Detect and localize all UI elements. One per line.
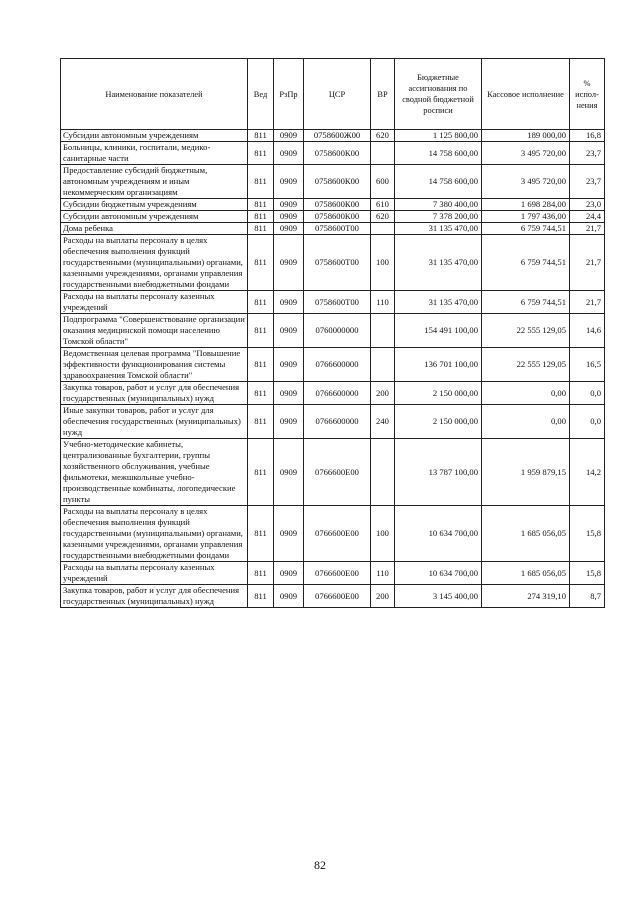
cell-rzpr: 0909 [274, 130, 304, 142]
cell-csr: 0758600К00 [304, 199, 371, 211]
cell-cash: 6 759 744,51 [482, 291, 570, 314]
cell-csr: 0766600000 [304, 405, 371, 439]
cell-rzpr: 0909 [274, 585, 304, 608]
cell-name: Предоставление субсидий бюджетным, автономным учреждениям и иным некоммерческим организациям [61, 165, 248, 199]
cell-percent: 15,8 [570, 506, 605, 562]
cell-name: Субсидии автономным учреждениям [61, 130, 248, 142]
cell-name: Иные закупки товаров, работ и услуг для обеспечения государственных (муниципальных) нужд [61, 405, 248, 439]
page-number: 82 [314, 858, 326, 872]
cell-cash: 22 555 129,05 [482, 348, 570, 382]
table-row [61, 291, 605, 314]
table-row [61, 211, 605, 223]
cell-rzpr: 0909 [274, 382, 304, 405]
header-vr: ВР [371, 59, 395, 130]
cell-percent: 21,7 [570, 291, 605, 314]
cell-name: Больницы, клиники, госпитали, медико-санитарные части [61, 142, 248, 165]
cell-rzpr: 0909 [274, 562, 304, 585]
cell-name: Расходы на выплаты персоналу в целях обеспечения выполнения функций государственными (муниципальными) органами, казенными учреждениями, органами управления государственными внебюджетными фондами [61, 506, 248, 562]
cell-ved: 811 [248, 439, 274, 506]
cell-cash: 3 495 720,00 [482, 142, 570, 165]
cell-percent: 21,7 [570, 235, 605, 291]
cell-name: Расходы на выплаты персоналу в целях обеспечения выполнения функций государственными (муниципальными) органами, казенными учреждениями, органами управления государственными внебюджетными фондами [61, 235, 248, 291]
cell-ved: 811 [248, 506, 274, 562]
cell-budget: 13 787 100,00 [395, 439, 482, 506]
header-rzpr: РзПр [274, 59, 304, 130]
table-row [61, 506, 605, 562]
cell-ved: 811 [248, 130, 274, 142]
cell-budget: 31 135 470,00 [395, 223, 482, 235]
cell-percent: 24,4 [570, 211, 605, 223]
cell-budget: 10 634 700,00 [395, 562, 482, 585]
cell-cash: 189 000,00 [482, 130, 570, 142]
cell-rzpr: 0909 [274, 211, 304, 223]
cell-budget: 14 758 600,00 [395, 142, 482, 165]
cell-budget: 14 758 600,00 [395, 165, 482, 199]
cell-percent: 23,0 [570, 199, 605, 211]
cell-ved: 811 [248, 585, 274, 608]
cell-name: Субсидии бюджетным учреждениям [61, 199, 248, 211]
cell-csr: 0758600Т00 [304, 223, 371, 235]
header-csr: ЦСР [304, 59, 371, 130]
cell-budget: 1 125 800,00 [395, 130, 482, 142]
cell-vr: 100 [371, 506, 395, 562]
cell-ved: 811 [248, 223, 274, 235]
cell-vr: 200 [371, 585, 395, 608]
cell-name: Закупка товаров, работ и услуг для обеспечения государственных (муниципальных) нужд [61, 382, 248, 405]
cell-vr [371, 439, 395, 506]
cell-percent: 14,2 [570, 439, 605, 506]
table-row [61, 199, 605, 211]
cell-cash: 1 685 056,05 [482, 506, 570, 562]
cell-budget: 154 491 100,00 [395, 314, 482, 348]
cell-csr: 0760000000 [304, 314, 371, 348]
cell-csr: 0758600Ж00 [304, 130, 371, 142]
table-row [61, 142, 605, 165]
cell-rzpr: 0909 [274, 314, 304, 348]
cell-vr: 110 [371, 562, 395, 585]
header-name: Наименование показателей [61, 59, 248, 130]
cell-percent: 14,6 [570, 314, 605, 348]
cell-vr [371, 314, 395, 348]
cell-cash: 6 759 744,51 [482, 235, 570, 291]
cell-cash: 0,00 [482, 382, 570, 405]
cell-rzpr: 0909 [274, 199, 304, 211]
cell-ved: 811 [248, 142, 274, 165]
cell-ved: 811 [248, 382, 274, 405]
cell-name: Закупка товаров, работ и услуг для обеспечения государственных (муниципальных) нужд [61, 585, 248, 608]
cell-ved: 811 [248, 165, 274, 199]
cell-csr: 0758600К00 [304, 142, 371, 165]
cell-rzpr: 0909 [274, 405, 304, 439]
budget-execution-table [60, 58, 605, 608]
cell-ved: 811 [248, 235, 274, 291]
cell-ved: 811 [248, 314, 274, 348]
cell-vr: 110 [371, 291, 395, 314]
cell-cash: 0,00 [482, 405, 570, 439]
cell-cash: 1 698 284,00 [482, 199, 570, 211]
cell-cash: 274 319,10 [482, 585, 570, 608]
header-percent: % испол-нения [570, 59, 605, 130]
cell-csr: 0758600Т00 [304, 235, 371, 291]
table-row [61, 585, 605, 608]
cell-percent: 0,0 [570, 405, 605, 439]
cell-csr: 0766600Е00 [304, 439, 371, 506]
cell-vr [371, 142, 395, 165]
cell-percent: 0,0 [570, 382, 605, 405]
cell-vr: 100 [371, 235, 395, 291]
cell-name: Подпрограмма "Совершенствование организации оказания медицинской помощи населению Томской области" [61, 314, 248, 348]
cell-percent: 23,7 [570, 142, 605, 165]
cell-vr [371, 348, 395, 382]
table-row [61, 235, 605, 291]
cell-percent: 23,7 [570, 165, 605, 199]
cell-name: Расходы на выплаты персоналу казенных учреждений [61, 562, 248, 585]
cell-vr: 240 [371, 405, 395, 439]
cell-csr: 0766600Е00 [304, 562, 371, 585]
table-row [61, 223, 605, 235]
cell-name: Учебно-методические кабинеты, централизованные бухгалтерии, группы хозяйственного обслуживания, учебные фильмотеки, межшкольные учебно-производственные комбинаты, логопедические пункты [61, 439, 248, 506]
cell-ved: 811 [248, 291, 274, 314]
cell-cash: 6 759 744,51 [482, 223, 570, 235]
cell-budget: 7 378 200,00 [395, 211, 482, 223]
cell-csr: 0758600К00 [304, 211, 371, 223]
cell-csr: 0766600000 [304, 382, 371, 405]
cell-csr: 0766600Е00 [304, 585, 371, 608]
cell-csr: 0766600Е00 [304, 506, 371, 562]
cell-budget: 2 150 000,00 [395, 382, 482, 405]
cell-rzpr: 0909 [274, 506, 304, 562]
cell-rzpr: 0909 [274, 348, 304, 382]
header-ved: Вед [248, 59, 274, 130]
table-row [61, 130, 605, 142]
cell-csr: 0758600Т00 [304, 291, 371, 314]
cell-vr: 610 [371, 199, 395, 211]
table-row [61, 348, 605, 382]
cell-rzpr: 0909 [274, 142, 304, 165]
cell-budget: 3 145 400,00 [395, 585, 482, 608]
cell-budget: 7 380 400,00 [395, 199, 482, 211]
header-cash: Кассовое исполнение [482, 59, 570, 130]
cell-ved: 811 [248, 199, 274, 211]
table-row [61, 314, 605, 348]
table-row [61, 382, 605, 405]
cell-cash: 1 797 436,00 [482, 211, 570, 223]
table-header-row [61, 59, 605, 130]
cell-rzpr: 0909 [274, 165, 304, 199]
cell-percent: 8,7 [570, 585, 605, 608]
cell-cash: 1 959 879,15 [482, 439, 570, 506]
cell-rzpr: 0909 [274, 291, 304, 314]
cell-csr: 0758600К00 [304, 165, 371, 199]
table-row [61, 405, 605, 439]
cell-name: Расходы на выплаты персоналу казенных учреждений [61, 291, 248, 314]
cell-vr: 620 [371, 130, 395, 142]
cell-percent: 21,7 [570, 223, 605, 235]
cell-name: Дома ребенка [61, 223, 248, 235]
cell-name: Субсидии автономным учреждениям [61, 211, 248, 223]
cell-rzpr: 0909 [274, 439, 304, 506]
cell-cash: 3 495 720,00 [482, 165, 570, 199]
cell-ved: 811 [248, 405, 274, 439]
header-budget: Бюджетные ассигнования по сводной бюджетной росписи [395, 59, 482, 130]
cell-budget: 2 150 000,00 [395, 405, 482, 439]
table-body [61, 130, 605, 608]
cell-budget: 31 135 470,00 [395, 291, 482, 314]
cell-ved: 811 [248, 562, 274, 585]
cell-rzpr: 0909 [274, 223, 304, 235]
cell-vr [371, 223, 395, 235]
cell-rzpr: 0909 [274, 235, 304, 291]
cell-cash: 1 685 056,05 [482, 562, 570, 585]
cell-percent: 16,5 [570, 348, 605, 382]
cell-budget: 10 634 700,00 [395, 506, 482, 562]
table-row [61, 439, 605, 506]
cell-percent: 16,8 [570, 130, 605, 142]
cell-ved: 811 [248, 348, 274, 382]
cell-budget: 136 701 100,00 [395, 348, 482, 382]
cell-cash: 22 555 129,05 [482, 314, 570, 348]
cell-vr: 600 [371, 165, 395, 199]
cell-vr: 200 [371, 382, 395, 405]
cell-name: Ведомственная целевая программа "Повышение эффективности функционирования системы здравоохранения Томской области" [61, 348, 248, 382]
table-row [61, 562, 605, 585]
cell-ved: 811 [248, 211, 274, 223]
cell-budget: 31 135 470,00 [395, 235, 482, 291]
cell-percent: 15,8 [570, 562, 605, 585]
cell-vr: 620 [371, 211, 395, 223]
cell-csr: 0766600000 [304, 348, 371, 382]
table-row [61, 165, 605, 199]
